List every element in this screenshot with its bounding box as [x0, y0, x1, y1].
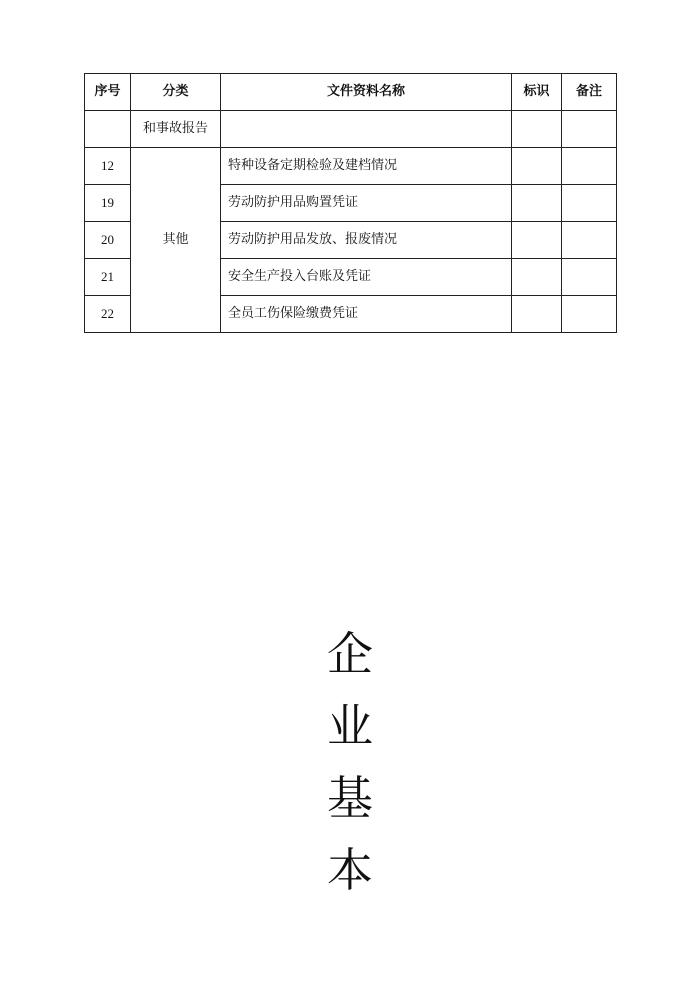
- header-seq: 序号: [85, 74, 131, 111]
- cell-category: 和事故报告: [131, 111, 221, 148]
- header-remark: 备注: [562, 74, 617, 111]
- cell-mark: [512, 111, 562, 148]
- cell-document-name: 劳动防护用品购置凭证: [221, 185, 512, 222]
- cell-seq: 20: [85, 222, 131, 259]
- header-category: 分类: [131, 74, 221, 111]
- table-row: [85, 148, 617, 185]
- cell-document-name: [221, 111, 512, 148]
- cell-seq: 21: [85, 259, 131, 296]
- cell-document-name: 全员工伤保险缴费凭证: [221, 296, 512, 333]
- cell-mark: [512, 259, 562, 296]
- table-row-continued: [85, 111, 617, 148]
- cell-document-name: 安全生产投入台账及凭证: [221, 259, 512, 296]
- cell-remark: [562, 185, 617, 222]
- section-title-char: 企: [327, 627, 373, 681]
- cell-remark: [562, 222, 617, 259]
- cell-document-name: 劳动防护用品发放、报废情况: [221, 222, 512, 259]
- cell-document-name: 特种设备定期检验及建档情况: [221, 148, 512, 185]
- cell-seq: 19: [85, 185, 131, 222]
- cell-mark: [512, 222, 562, 259]
- cell-seq: 22: [85, 296, 131, 333]
- cell-mark: [512, 148, 562, 185]
- document-list-table: [84, 73, 617, 333]
- cell-mark: [512, 185, 562, 222]
- header-mark: 标识: [512, 74, 562, 111]
- cell-remark: [562, 148, 617, 185]
- section-title-char: 基: [327, 771, 373, 825]
- section-title-vertical: [300, 618, 400, 906]
- cell-seq: 12: [85, 148, 131, 185]
- section-title-char: 本: [327, 843, 373, 897]
- table-header-row: [85, 74, 617, 111]
- cell-seq: [85, 111, 131, 148]
- cell-mark: [512, 296, 562, 333]
- cell-remark: [562, 111, 617, 148]
- header-document-name: 文件资料名称: [221, 74, 512, 111]
- cell-remark: [562, 259, 617, 296]
- section-title-char: 业: [327, 699, 373, 753]
- cell-category-group: 其他: [131, 148, 221, 333]
- cell-remark: [562, 296, 617, 333]
